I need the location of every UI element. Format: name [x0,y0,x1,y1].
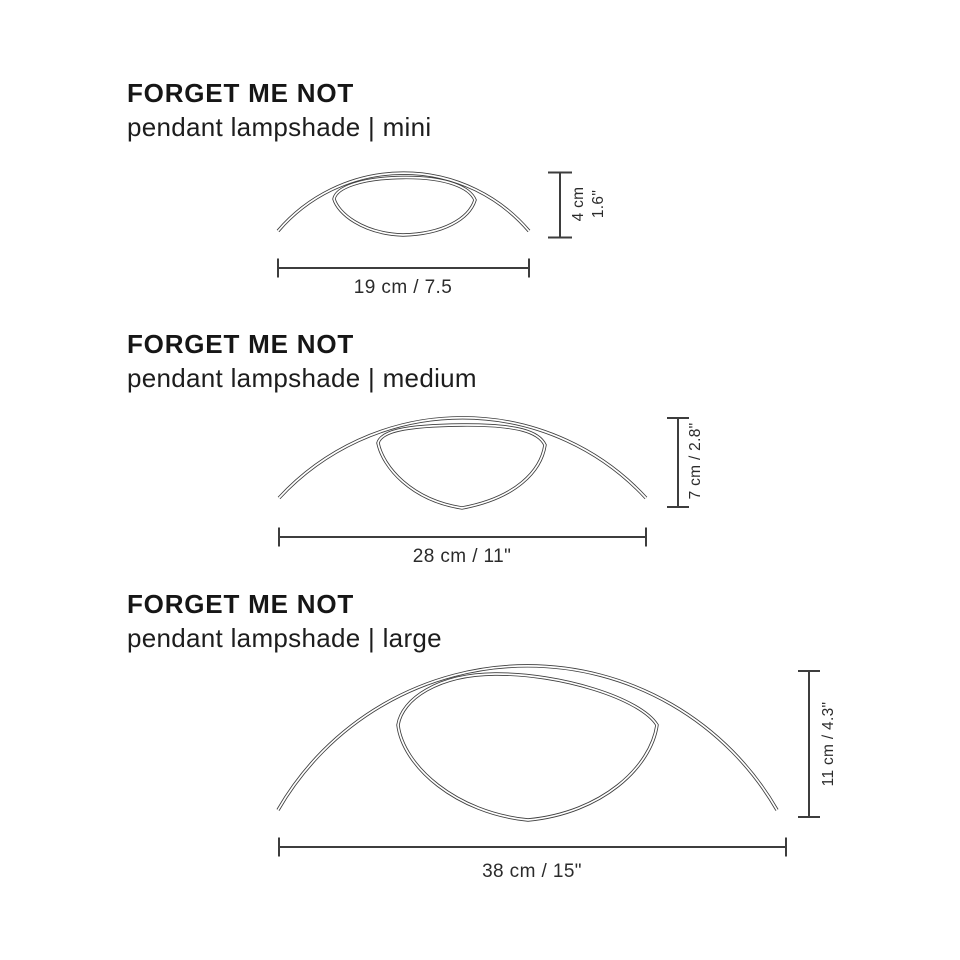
height-dimension-line-large [798,671,820,817]
product-subtitle-large: pendant lampshade | large [127,623,442,653]
height-cm-value-mini: 4 cm [569,186,587,222]
height-dimension-label-medium: 7 cm / 2.8" [686,422,704,500]
width-dimension-label-large: 38 cm / 15" [482,861,582,882]
shade-opening-large [398,674,657,820]
shade-profile-mini [278,173,529,231]
width-dimension-label-mini: 19 cm / 7.5 [353,277,453,298]
shade-opening-medium [378,425,545,508]
lampshade-drawing-large [250,655,850,867]
width-dimension-line-large [279,838,786,857]
product-title-large: FORGET ME NOT [127,589,355,619]
shade-profile-large [278,666,777,810]
width-dimension-label-medium: 28 cm / 11" [412,546,512,567]
height-dimension-label-large: 11 cm / 4.3" [819,701,837,787]
lampshade-drawing-medium [250,405,710,555]
width-dimension-line-medium [279,528,646,547]
shade-profile-medium [279,418,646,498]
height-inch-value-mini: 1.6" [590,189,607,219]
product-title-medium: FORGET ME NOT [127,329,355,359]
height-dimension-label-mini [569,187,609,222]
product-title-mini: FORGET ME NOT [127,78,355,108]
shade-opening-mini [334,177,475,235]
product-subtitle-medium: pendant lampshade | medium [127,363,477,393]
width-dimension-line-mini [278,259,529,278]
product-subtitle-mini: pendant lampshade | mini [127,112,432,142]
